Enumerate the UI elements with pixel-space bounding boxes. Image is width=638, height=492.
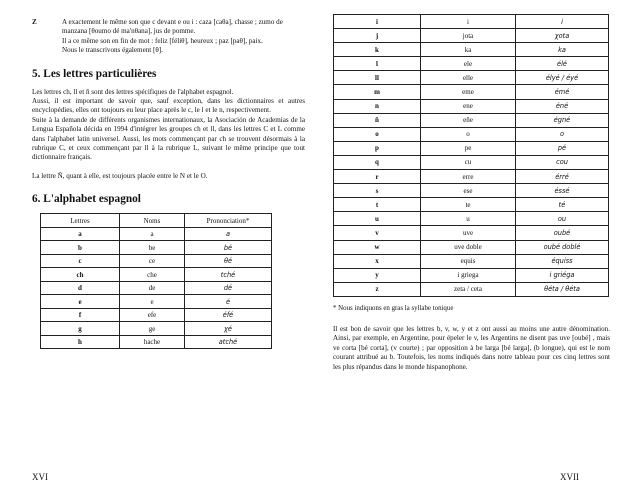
table-row xyxy=(334,15,609,29)
table-row xyxy=(334,57,609,71)
z-entry-line: Nous le transcrivons également [θ]. xyxy=(62,46,163,55)
table-row xyxy=(41,308,272,322)
letter-cell: ch xyxy=(41,268,120,282)
letter-cell: e xyxy=(41,295,120,309)
table-row xyxy=(334,43,609,57)
table-row xyxy=(41,281,272,295)
letter-cell: p xyxy=(334,141,421,155)
pronunciation-cell: χota xyxy=(516,29,609,43)
name-cell: e xyxy=(120,295,185,309)
pronunciation-cell: i griéga xyxy=(516,268,609,282)
table-row xyxy=(334,99,609,113)
table-header-row xyxy=(41,214,272,228)
letter-cell: h xyxy=(41,335,120,349)
pronunciation-cell: té xyxy=(516,198,609,212)
name-cell: ese xyxy=(421,184,516,198)
letter-cell: v xyxy=(334,226,421,240)
pronunciation-cell: a xyxy=(185,227,272,241)
letter-cell: ll xyxy=(334,71,421,85)
section-5-paragraph xyxy=(32,88,305,163)
alphabet-table-left xyxy=(40,213,272,349)
pronunciation-cell: cou xyxy=(516,155,609,169)
letter-cell: m xyxy=(334,85,421,99)
name-cell: ele xyxy=(421,57,516,71)
name-cell: hache xyxy=(120,335,185,349)
letter-cell: a xyxy=(41,227,120,241)
pronunciation-cell: élé xyxy=(516,57,609,71)
section-5-p4: La lettre Ñ, quant à elle, est toujours placée entre le N et le O. xyxy=(32,171,208,180)
tonic-note: * Nous indiquons en gras la syllabe tonique xyxy=(333,304,454,312)
section-6-title: 6. L'alphabet espagnol xyxy=(32,193,141,206)
letter-cell: t xyxy=(334,198,421,212)
letter-cell: l xyxy=(334,57,421,71)
name-cell: che xyxy=(120,268,185,282)
name-cell: a xyxy=(120,227,185,241)
name-cell: i griega xyxy=(421,268,516,282)
table-row xyxy=(334,254,609,268)
table-row xyxy=(334,71,609,85)
pronunciation-cell: égné xyxy=(516,113,609,127)
pronunciation-cell: θé xyxy=(185,254,272,268)
table-row xyxy=(334,113,609,127)
pronunciation-cell: équiss xyxy=(516,254,609,268)
letter-cell: c xyxy=(41,254,120,268)
pronunciation-cell: éfé xyxy=(185,308,272,322)
pronunciation-cell: θéta / θéta xyxy=(516,282,609,296)
name-cell: de xyxy=(120,281,185,295)
letter-cell: u xyxy=(334,212,421,226)
name-cell: uve xyxy=(421,226,516,240)
name-cell: pe xyxy=(421,141,516,155)
table-row xyxy=(334,212,609,226)
right-page xyxy=(319,0,638,492)
z-entry-body xyxy=(62,18,305,56)
alphabet-table-left-body xyxy=(41,227,272,349)
section-5-title: 5. Les lettres particulières xyxy=(32,67,157,80)
letter-cell: k xyxy=(334,43,421,57)
name-cell: ka xyxy=(421,43,516,57)
final-paragraph: Il est bon de savoir que les lettres b, v, w, y et z ont aussi au moins une autre dénomination. Ainsi, par exemple, en Argentine, pour épeler le v, les Argentins ne disent pas uve [oubé] , mais ve corta [bé corta], (v courte) ; par opposition à be larga [bé larga], (b longue), qui est le nom courant attribué au b. Toutefois, les noms indiqués dans notre tableau pour ces cinq lettres sont les plus répandus dans le monde hispanophone. xyxy=(333,324,610,371)
pronunciation-cell: éssé xyxy=(516,184,609,198)
table-row xyxy=(334,141,609,155)
name-cell: efe xyxy=(120,308,185,322)
table-row xyxy=(334,170,609,184)
letter-cell: n xyxy=(334,99,421,113)
letter-cell: y xyxy=(334,268,421,282)
table-row xyxy=(41,227,272,241)
pronunciation-cell: pé xyxy=(516,141,609,155)
table-row xyxy=(41,254,272,268)
name-cell: o xyxy=(421,127,516,141)
letter-cell: b xyxy=(41,241,120,255)
letter-cell: q xyxy=(334,155,421,169)
letter-cell: x xyxy=(334,254,421,268)
z-entry-line: Il a ce même son en fin de mot : feliz [féliθ], heureux ; paz [paθ], paix. xyxy=(62,36,263,45)
z-entry xyxy=(32,18,305,56)
pronunciation-cell: élyé / éyé xyxy=(516,71,609,85)
pronunciation-cell: émé xyxy=(516,85,609,99)
table-row xyxy=(334,240,609,254)
table-row xyxy=(334,184,609,198)
pronunciation-cell: ka xyxy=(516,43,609,57)
letter-cell: i xyxy=(334,15,421,29)
name-cell: ene xyxy=(421,99,516,113)
table-row xyxy=(334,127,609,141)
name-cell: zeta / ceta xyxy=(421,282,516,296)
pronunciation-cell: éné xyxy=(516,99,609,113)
section-5-p1: Les lettres ch, ll et ñ sont des lettres spécifiques de l'alphabet espagnol. xyxy=(32,87,234,96)
table-row xyxy=(334,198,609,212)
header-noms: Noms xyxy=(120,214,185,228)
table-row xyxy=(334,85,609,99)
name-cell: erre xyxy=(421,170,516,184)
letter-cell: w xyxy=(334,240,421,254)
pronunciation-cell: χé xyxy=(185,322,272,336)
letter-cell: s xyxy=(334,184,421,198)
pronunciation-cell: oubé xyxy=(516,226,609,240)
name-cell: ce xyxy=(120,254,185,268)
section-5-p3: Suite à la demande de différents organismes internationaux, la Asociación de Academias de la Lengua Española décida en 1994 d'intégrer les groupes ch et ll, dans les lettres C et L comme dans l'alphabet latin universel. Aussi, les mots commençant par ch se trouvent désormais à la rubrique C, et ceux commençant par ll à la rubrique L, suivant le même principe que tout dictionnaire français. xyxy=(32,115,305,162)
table-row xyxy=(41,295,272,309)
letter-cell: o xyxy=(334,127,421,141)
table-row xyxy=(334,155,609,169)
pronunciation-cell: oubé doblé xyxy=(516,240,609,254)
pronunciation-cell: ou xyxy=(516,212,609,226)
table-row xyxy=(41,322,272,336)
pronunciation-cell: atché xyxy=(185,335,272,349)
name-cell: eme xyxy=(421,85,516,99)
table-row xyxy=(41,268,272,282)
letter-cell: g xyxy=(41,322,120,336)
pronunciation-cell: i xyxy=(516,15,609,29)
alphabet-table-right xyxy=(333,14,609,297)
pronunciation-cell: érré xyxy=(516,170,609,184)
pronunciation-cell: bé xyxy=(185,241,272,255)
pronunciation-cell: é xyxy=(185,295,272,309)
name-cell: cu xyxy=(421,155,516,169)
letter-cell: j xyxy=(334,29,421,43)
name-cell: uve doble xyxy=(421,240,516,254)
table-row xyxy=(334,268,609,282)
name-cell: equis xyxy=(421,254,516,268)
table-row xyxy=(41,241,272,255)
table-row xyxy=(334,282,609,296)
page-number-right: XVII xyxy=(560,472,579,482)
name-cell: eñe xyxy=(421,113,516,127)
name-cell: u xyxy=(421,212,516,226)
letter-cell: f xyxy=(41,308,120,322)
letter-cell: r xyxy=(334,170,421,184)
table-row xyxy=(334,29,609,43)
name-cell: te xyxy=(421,198,516,212)
table-row xyxy=(41,335,272,349)
letter-cell: ñ xyxy=(334,113,421,127)
pronunciation-cell: dé xyxy=(185,281,272,295)
z-entry-line: A exactement le même son que c devant e ou i : caza [caθa], chasse ; zumo de manzana [θoumo dé ma'nθana], jus de pomme. xyxy=(62,18,283,36)
table-row xyxy=(334,226,609,240)
header-prononciation: Prononciation* xyxy=(185,214,272,228)
name-cell: elle xyxy=(421,71,516,85)
name-cell: be xyxy=(120,241,185,255)
section-5-p2: Aussi, il est important de savoir que, sauf exception, dans les dictionnaires et autres encyclopédies, elles ont toujours eu leur place après le c, le l et le n, respectivement. xyxy=(32,97,305,115)
name-cell: i xyxy=(421,15,516,29)
letter-cell: d xyxy=(41,281,120,295)
header-lettres: Lettres xyxy=(41,214,120,228)
name-cell: jota xyxy=(421,29,516,43)
page-number-left: XVI xyxy=(32,472,48,482)
z-letter: Z xyxy=(32,18,37,26)
alphabet-table-right-body xyxy=(334,15,609,297)
pronunciation-cell: tché xyxy=(185,268,272,282)
pronunciation-cell: o xyxy=(516,127,609,141)
name-cell: ge xyxy=(120,322,185,336)
letter-cell: z xyxy=(334,282,421,296)
